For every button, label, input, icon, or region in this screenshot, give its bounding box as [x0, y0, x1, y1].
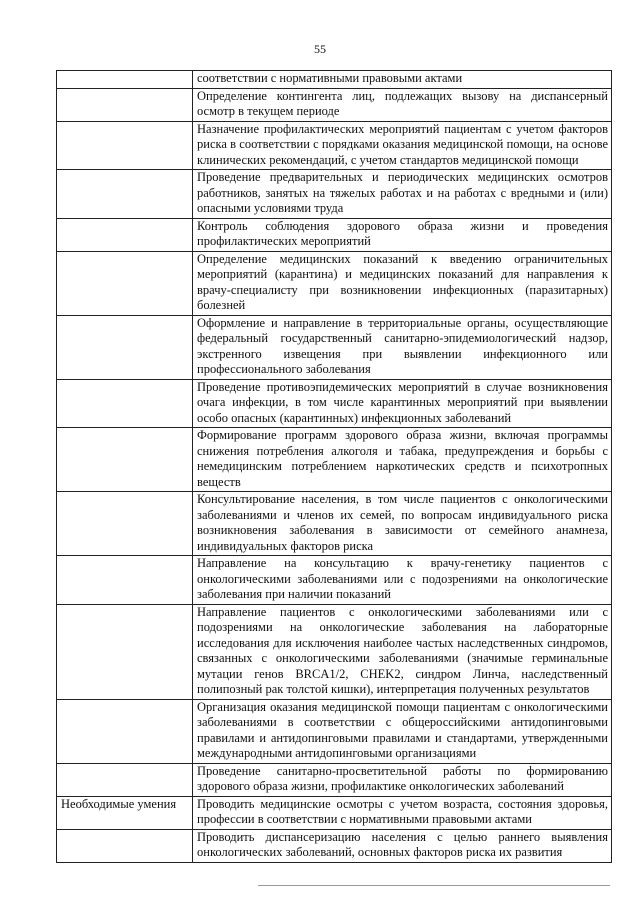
requirement-text-cell: Проводить диспансеризацию населения с целью раннего выявления онкологических заболеваний, основных факторов риска их развития: [193, 829, 612, 862]
section-label-cell: Необходимые умения: [57, 796, 193, 829]
section-label-cell: [57, 379, 193, 428]
requirement-text-cell: Проводить медицинские осмотры с учетом возраста, состояния здоровья, профессии в соответствии с нормативными правовыми актами: [193, 796, 612, 829]
table-row: [57, 379, 612, 428]
section-label-cell: [57, 763, 193, 796]
table-body: [57, 71, 612, 863]
requirement-text-cell: соответствии с нормативными правовыми актами: [193, 71, 612, 89]
table-row: [57, 829, 612, 862]
requirement-text-cell: Оформление и направление в территориальные органы, осуществляющие федеральный государственный санитарно-эпидемиологический надзор, экстренного извещения при выявлении инфекционного или профессионального заболевания: [193, 315, 612, 379]
section-label-cell: [57, 71, 193, 89]
section-label-cell: [57, 88, 193, 121]
table-row: [57, 428, 612, 492]
section-label-cell: [57, 492, 193, 556]
footer-rule: [258, 885, 610, 886]
table-row: [57, 315, 612, 379]
requirement-text-cell: Направление пациентов с онкологическими заболеваниями или с подозрениями на онкологические заболевания на лабораторные исследования для исключения наиболее частых наследственных синдромов, связанных с онкологическими заболеваниями (значимые герминальные мутации генов BRCA1/2, CHEK2, синдром Линча, наследственный полипозный рак толстой кишки), интерпретация полученных результатов: [193, 604, 612, 699]
section-label-cell: [57, 428, 193, 492]
table-row: [57, 218, 612, 251]
requirement-text-cell: Определение медицинских показаний к введению ограничительных мероприятий (карантина) и медицинских показаний для направления к врачу-специалисту при возникновении инфекционных (паразитарных) болезней: [193, 251, 612, 315]
section-label-cell: [57, 829, 193, 862]
section-label-cell: [57, 315, 193, 379]
section-label-cell: [57, 556, 193, 605]
requirement-text-cell: Проведение противоэпидемических мероприятий в случае возникновения очага инфекции, в том числе карантинных мероприятий при выявлении особо опасных (карантинных) инфекционных заболеваний: [193, 379, 612, 428]
table-row: [57, 604, 612, 699]
table-row: [57, 170, 612, 219]
table-row: [57, 88, 612, 121]
requirement-text-cell: Направление на консультацию к врачу-генетику пациентов с онкологическими заболеваниями или с подозрениями на онкологические заболевания при наличии показаний: [193, 556, 612, 605]
table-row: [57, 71, 612, 89]
table-row: [57, 796, 612, 829]
table-row: [57, 492, 612, 556]
section-label-cell: [57, 218, 193, 251]
requirement-text-cell: Формирование программ здорового образа жизни, включая программы снижения потребления алкоголя и табака, предупреждения и борьбы с немедицинским потреблением наркотических средств и психотропных веществ: [193, 428, 612, 492]
page-number: 55: [314, 42, 326, 56]
requirement-text-cell: Определение контингента лиц, подлежащих вызову на диспансерный осмотр в текущем периоде: [193, 88, 612, 121]
table-row: [57, 763, 612, 796]
table-row: [57, 251, 612, 315]
requirement-text-cell: Назначение профилактических мероприятий пациентам с учетом факторов риска в соответствии с порядками оказания медицинской помощи, на основе клинических рекомендаций, с учетом стандартов медицинской помощи: [193, 121, 612, 170]
requirement-text-cell: Консультирование населения, в том числе пациентов с онкологическими заболеваниями и членов их семей, по вопросам индивидуального риска возникновения заболевания в зависимости от семейного анамнеза, индивидуальных факторов риска: [193, 492, 612, 556]
section-label-cell: [57, 699, 193, 763]
section-label-cell: [57, 604, 193, 699]
section-label-cell: [57, 121, 193, 170]
section-label-cell: [57, 251, 193, 315]
requirement-text-cell: Контроль соблюдения здорового образа жизни и проведения профилактических мероприятий: [193, 218, 612, 251]
table-row: [57, 121, 612, 170]
section-label-cell: [57, 170, 193, 219]
table-row: [57, 556, 612, 605]
requirement-text-cell: Проведение предварительных и периодических медицинских осмотров работников, занятых на тяжелых работах и на работах с вредными и (или) опасными условиями труда: [193, 170, 612, 219]
requirement-text-cell: Организация оказания медицинской помощи пациентам с онкологическими заболеваниями в соответствии с общероссийскими антидопинговыми правилами и антидопинговыми правилами и стандартами, утвержденными международными антидопинговыми организациями: [193, 699, 612, 763]
table-row: [57, 699, 612, 763]
requirement-text-cell: Проведение санитарно-просветительной работы по формированию здорового образа жизни, профилактике онкологических заболеваний: [193, 763, 612, 796]
requirements-table: [56, 70, 612, 863]
